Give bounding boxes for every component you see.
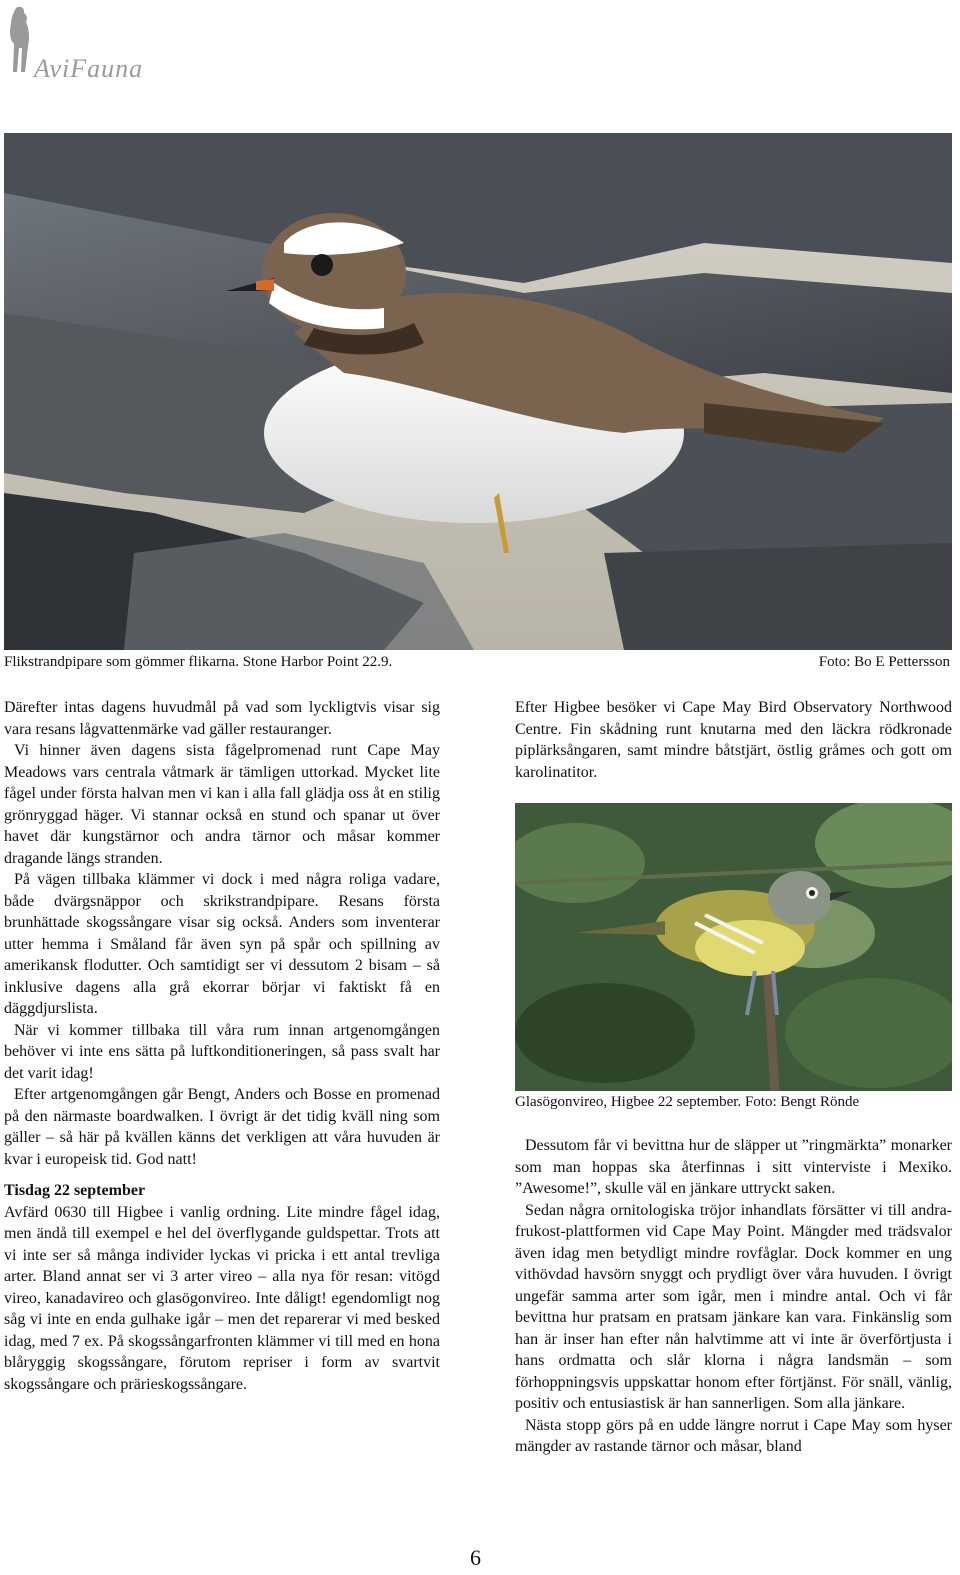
birdwatcher-silhouette-icon	[4, 4, 34, 76]
paragraph: Därefter intas dagens huvudmål på vad som lyckligtvis visar sig vara resans lågvattenmärke vad gäller restauranger.	[4, 699, 440, 738]
paragraph: Nästa stopp görs på en udde längre norrut i Cape May som hyser mängder av rastande tärnor och måsar, bland	[515, 1416, 952, 1455]
paragraph: Avfärd 0630 till Higbee i vanlig ordning. Lite mindre fågel idag, men ändå till exempel e hel del överflygande guldspettar. Trots att vi inte ser så många individer lyckas vi pricka i ett antal trevliga arter. Bland annat ser vi 3 arter vireo – alla nya för resan: vitögd vireo, kanadavireo och glasögonvireo. Inte dåligt! egendomligt nog såg vi inte en enda gulhake igår – men det reparerar vi med besked idag, med 7 ex. På skogssångarfronten klämmer vi till med en hona blåryggig skogssångare, förutom repriser i form av svartvit skogssångare och prärieskogssångare.	[4, 1203, 440, 1393]
paragraph: Efter artgenomgången går Bengt, Anders och Bosse en promenad på den närmaste boardwalken. I övrigt är det tidig kväll ning som gäller – så här på kvällen känns det verkligen att våra huvuden är kvar i europeisk tid. God natt!	[4, 1086, 440, 1168]
section-heading: Tisdag 22 september	[4, 1182, 146, 1199]
avifauna-logo	[4, 4, 204, 83]
white-eyed-vireo-photo	[515, 803, 952, 1091]
vireo-photo-caption: Glasögonvireo, Higbee 22 september. Foto: Bengt Rönde	[515, 1094, 860, 1110]
logo-text: AviFauna	[34, 54, 144, 83]
paragraph: Vi hinner även dagens sista fågelpromenad runt Cape May Meadows vars centrala våtmark är tämligen uttorkad. Mycket lite fågel under första halvan men vi kan i alla fall glädja oss åt en stilig grönryggad häger. Vi stannar också en stund och spanar ut över havet där kungstärnor och andra tärnor och måsar kommer dragande längs stranden.	[4, 742, 440, 867]
semipalmated-plover-photo	[4, 133, 952, 650]
paragraph: Dessutom får vi bevittna hur de släpper ut ”ringmärkta” monarker som man hoppas ska återfinnas i sitt vinterviste i Mexiko. ”Awesome!”, skulle väl en jänkare uttryckt saken.	[515, 1137, 952, 1197]
paragraph: På vägen tillbaka klämmer vi dock i med några roliga vadare, både dvärgsnäppor och skrikstrandpipare. Resans första brunhättade skogssångare visar sig också. Anders som inventerar utter hemma i Småland får även syn på spår och spillning av amerikansk flodutter. Och samtidigt ser vi dessutom 2 bisam – så inklusive dagens alla grå ekorrar börjar vi faktiskt få en däggdjurslista.	[4, 871, 440, 1017]
left-column	[4, 697, 440, 1395]
paragraph: Sedan några ornitologiska tröjor inhandlats försätter vi till andra-frukost-plattformen vid Cape May Point. Mängder med trädsvalor även idag men betydligt mindre rovfåglar. Dock kommer en ung vithövdad havsörn snyggt och prydligt över våra huvuden. I övrigt ungefär samma arter som igår, men i mindre antal. Och vi får bevittna hur pratsam en pratsam jänkare kan vara. Finkänslig som han är inser han efter nån halvtimme att vi inte är överförtjusta i hans ordmatta och slår klorna i några landsmän – som förhoppningsvis uppskattar honom efter förtjänst. För snäll, vänlig, positiv och entusiastisk är han sannerligen. Som alla jänkare.	[515, 1201, 952, 1412]
paragraph: När vi kommer tillbaka till våra rum innan artgenomgången behöver vi inte ens sätta på luftkonditioneringen, så pass svalt har det varit idag!	[4, 1021, 440, 1082]
main-photo-credit: Foto: Bo E Pettersson	[818, 654, 950, 670]
paragraph: Efter Higbee besöker vi Cape May Bird Observatory Northwood Centre. Fin skådning runt knutarna med den läckra rödkronade piplärksångaren, samt mindre båtstjärt, östlig gråmes och gott om karolinatitor.	[515, 699, 952, 781]
right-column-bottom	[515, 1135, 952, 1458]
right-column-top	[515, 697, 952, 783]
main-photo-caption: Flikstrandpipare som gömmer flikarna. Stone Harbor Point 22.9.	[4, 654, 393, 670]
page-number: 6	[470, 1545, 481, 1570]
